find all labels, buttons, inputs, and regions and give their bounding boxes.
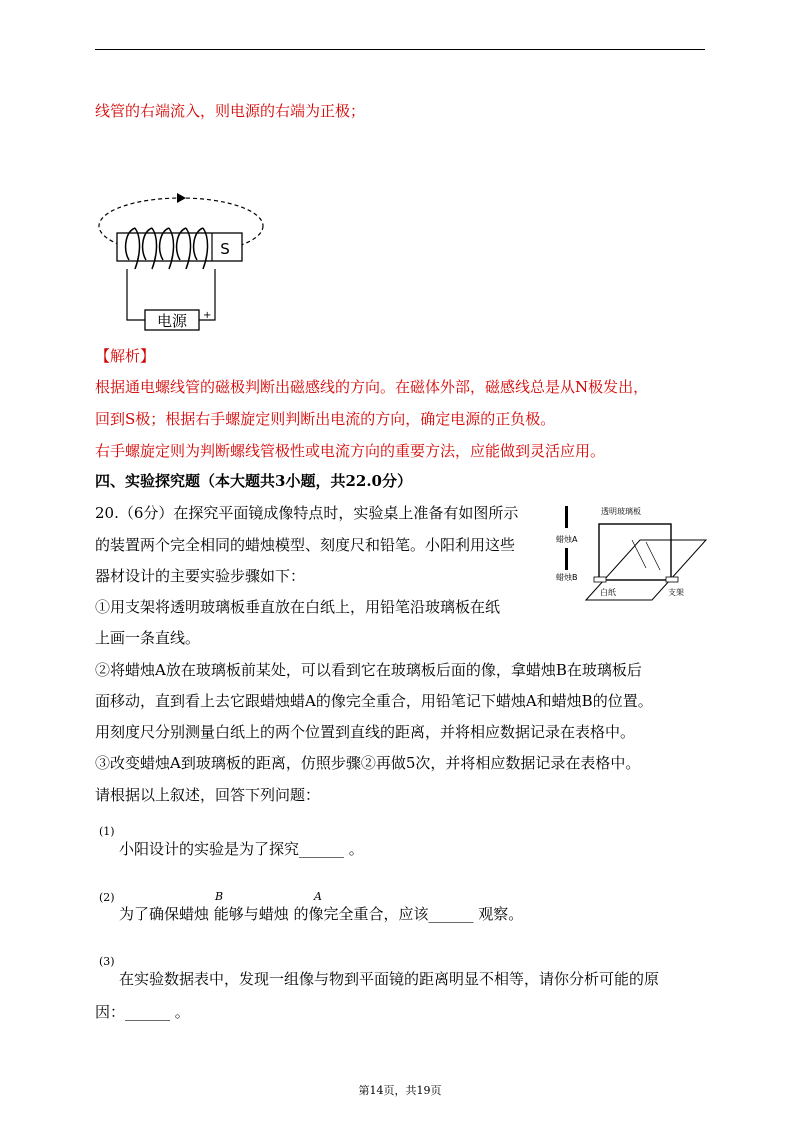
question-line: ②将蜡烛A放在玻璃板前某处，可以看到它在玻璃板后面的像，拿蜡烛B在玻璃板后 [95,661,642,679]
question-line: ①用支架将透明玻璃板垂直放在白纸上，用铅笔沿玻璃板在纸 [95,598,501,616]
arrow-icon [177,193,186,203]
plus-sign: + [203,310,212,321]
pole-label: S [220,240,230,258]
candle-a-label: 蜡烛A [556,535,578,544]
subquestion-number: (3) [99,955,115,968]
glass-label: 透明玻璃板 [601,507,641,516]
candle-a-var: A [314,890,322,903]
question-line: 上画一条直线。 [95,629,201,647]
glass-plate [599,524,671,580]
intro-line: 线管的右端流入，则电源的右端为正极； [95,102,366,120]
stand-left [594,577,606,582]
candle-b-var: B [215,890,224,903]
question-line: 用刻度尺分别测量白纸上的两个位置到直线的距离，并将相应数据记录在表格中。 [95,723,636,741]
header-rule [95,49,705,50]
mirror-setup-figure [556,500,714,608]
stand-label: 支架 [668,588,684,597]
subquestion-text-cont: 因：______ 。 [95,1003,190,1021]
analysis-line: 根据通电螺线管的磁极判断出磁感线的方向。在磁体外部，磁感线总是从N极发出， [95,378,649,396]
question-line: 请根据以上叙述，回答下列问题： [95,786,321,804]
analysis-line: 回到S极；根据右手螺旋定则判断出电流的方向，确定电源的正负极。 [95,410,556,428]
question-line: 器材设计的主要实验步骤如下： [95,567,306,585]
source-label: 电源 [156,312,188,330]
subquestion-text: 为了确保蜡烛 能够与蜡烛 的像完全重合，应该______ 观察。 [119,905,524,923]
solenoid-figure [95,190,270,332]
section-heading: 四、实验探究题（本大题共3小题，共22.0分） [95,472,412,490]
subquestion-number: (2) [99,891,115,904]
candle-b-label: 蜡烛B [556,573,578,582]
candle-b [565,548,568,570]
question-line: 20.（6分）在探究平面镜成像特点时，实验桌上准备有如图所示 [95,504,519,522]
candle-a [565,506,568,528]
page-footer: 第14页，共19页 [358,1084,442,1097]
analysis-tag: 【解析】 [95,347,156,365]
stand-right [666,577,678,582]
question-line: 面移动，直到看上去它跟蜡烛蜡A的像完全重合，用铅笔记下蜡烛A和蜡烛B的位置。 [95,692,653,710]
subquestion-text: 在实验数据表中，发现一组像与物到平面镜的距离明显不相等，请你分析可能的原 [119,970,660,988]
subquestion-number: (1) [99,825,115,838]
question-line: ③改变蜡烛A到玻璃板的距离，仿照步骤②再做5次，并将相应数据记录在表格中。 [95,754,641,772]
analysis-line: 右手螺旋定则为判断螺线管极性或电流方向的重要方法，应能做到灵活应用。 [95,442,606,460]
question-line: 的装置两个完全相同的蜡烛模型、刻度尺和铅笔。小阳利用这些 [95,536,516,554]
subquestion-text: 小阳设计的实验是为了探究______ 。 [119,840,364,858]
paper-label: 白纸 [600,588,616,597]
